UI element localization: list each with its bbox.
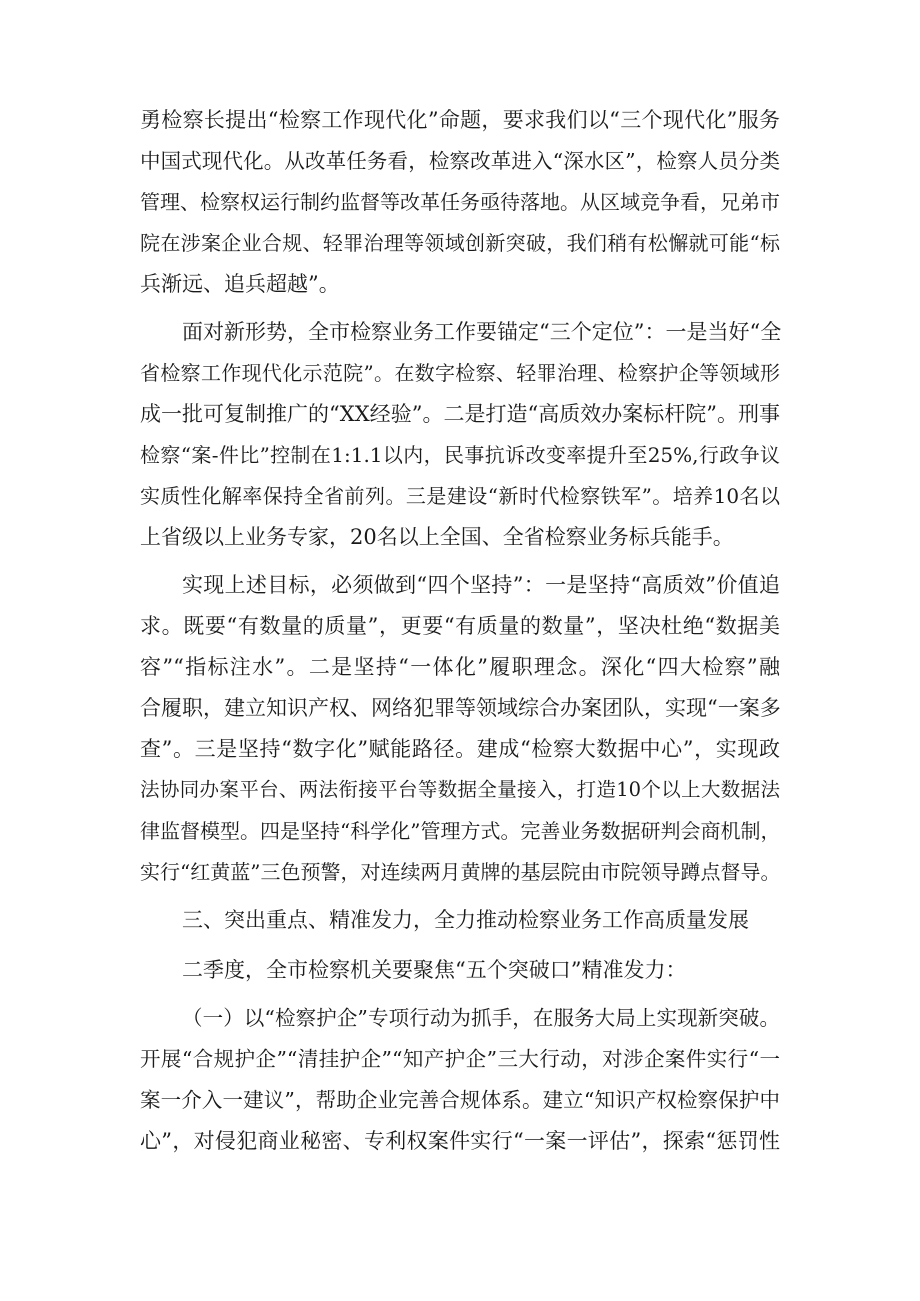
text-line: 上省级以上业务专家，20名以上全国、全省检察业务标兵能手。 bbox=[140, 525, 734, 549]
text-line: 兵渐远、追兵超越”。 bbox=[140, 272, 340, 296]
text-line: 心”，对侵犯商业秘密、专利权案件实行“一案一评估”，探索“惩罚性 bbox=[140, 1129, 780, 1153]
text-line: 管理、检察权运行制约监督等改革任务亟待落地。从区域竞争看，兄弟市 bbox=[140, 190, 780, 214]
text-line: 容”“指标注水”。二是坚持“一体化”履职理念。深化“四大检察”融 bbox=[140, 655, 780, 679]
text-line: 中国式现代化。从改革任务看，检察改革进入“深水区”，检察人员分类 bbox=[140, 149, 780, 173]
text-line: 求。既要“有数量的质量”，更要“有质量的数量”，坚决杜绝“数据美 bbox=[140, 614, 780, 638]
paragraph-first-line: 面对新形势，全市检察业务工作要锚定“三个定位”：一是当好“全 bbox=[182, 320, 782, 344]
text-line: 检察“案-件比”控制在1:1.1以内，民事抗诉改变率提升至25%,行政争议 bbox=[140, 443, 780, 467]
text-line: 实质性化解率保持全省前列。三是建设“新时代检察铁军”。培养10名以 bbox=[140, 484, 780, 508]
text-line: 查”。三是坚持“数字化”赋能路径。建成“检察大数据中心”，实现政 bbox=[140, 737, 780, 761]
text-line: 勇检察长提出“检察工作现代化”命题，要求我们以“三个现代化”服务 bbox=[140, 108, 780, 132]
text-line: 律监督模型。四是坚持“科学化”管理方式。完善业务数据研判会商机制， bbox=[140, 819, 781, 843]
text-line: 合履职，建立知识产权、网络犯罪等领域综合办案团队，实现“一案多 bbox=[140, 696, 781, 720]
subsection-heading: （一）以“检察护企”专项行动为抓手，在服务大局上实现新突破。 bbox=[182, 1006, 780, 1030]
paragraph-first-line: 实现上述目标，必须做到“四个坚持”：一是坚持“高质效”价值追 bbox=[182, 573, 780, 597]
section-heading: 三、突出重点、精准发力，全力推动检察业务工作高质量发展 bbox=[182, 908, 749, 932]
text-line: 成一批可复制推广的“XX经验”。二是打造“高质效办案标杆院”。刑事 bbox=[140, 402, 780, 426]
text-line: 开展“合规护企”“清挂护企”“知产护企”三大行动，对涉企案件实行“一 bbox=[140, 1047, 780, 1071]
text-line: 省检察工作现代化示范院”。在数字检察、轻罪治理、检察护企等领域形 bbox=[140, 361, 780, 385]
text-line: 二季度，全市检察机关要聚焦“五个突破口”精准发力： bbox=[182, 958, 687, 982]
text-line: 院在涉案企业合规、轻罪治理等领域创新突破，我们稍有松懈就可能“标 bbox=[140, 231, 780, 255]
text-line: 案一介入一建议”，帮助企业完善合规体系。建立“知识产权检察保护中 bbox=[140, 1088, 780, 1112]
text-line: 实行“红黄蓝”三色预警，对连续两月黄牌的基层院由市院领导蹲点督导。 bbox=[140, 860, 781, 884]
text-line: 法协同办案平台、两法衔接平台等数据全量接入，打造10个以上大数据法 bbox=[140, 778, 780, 801]
